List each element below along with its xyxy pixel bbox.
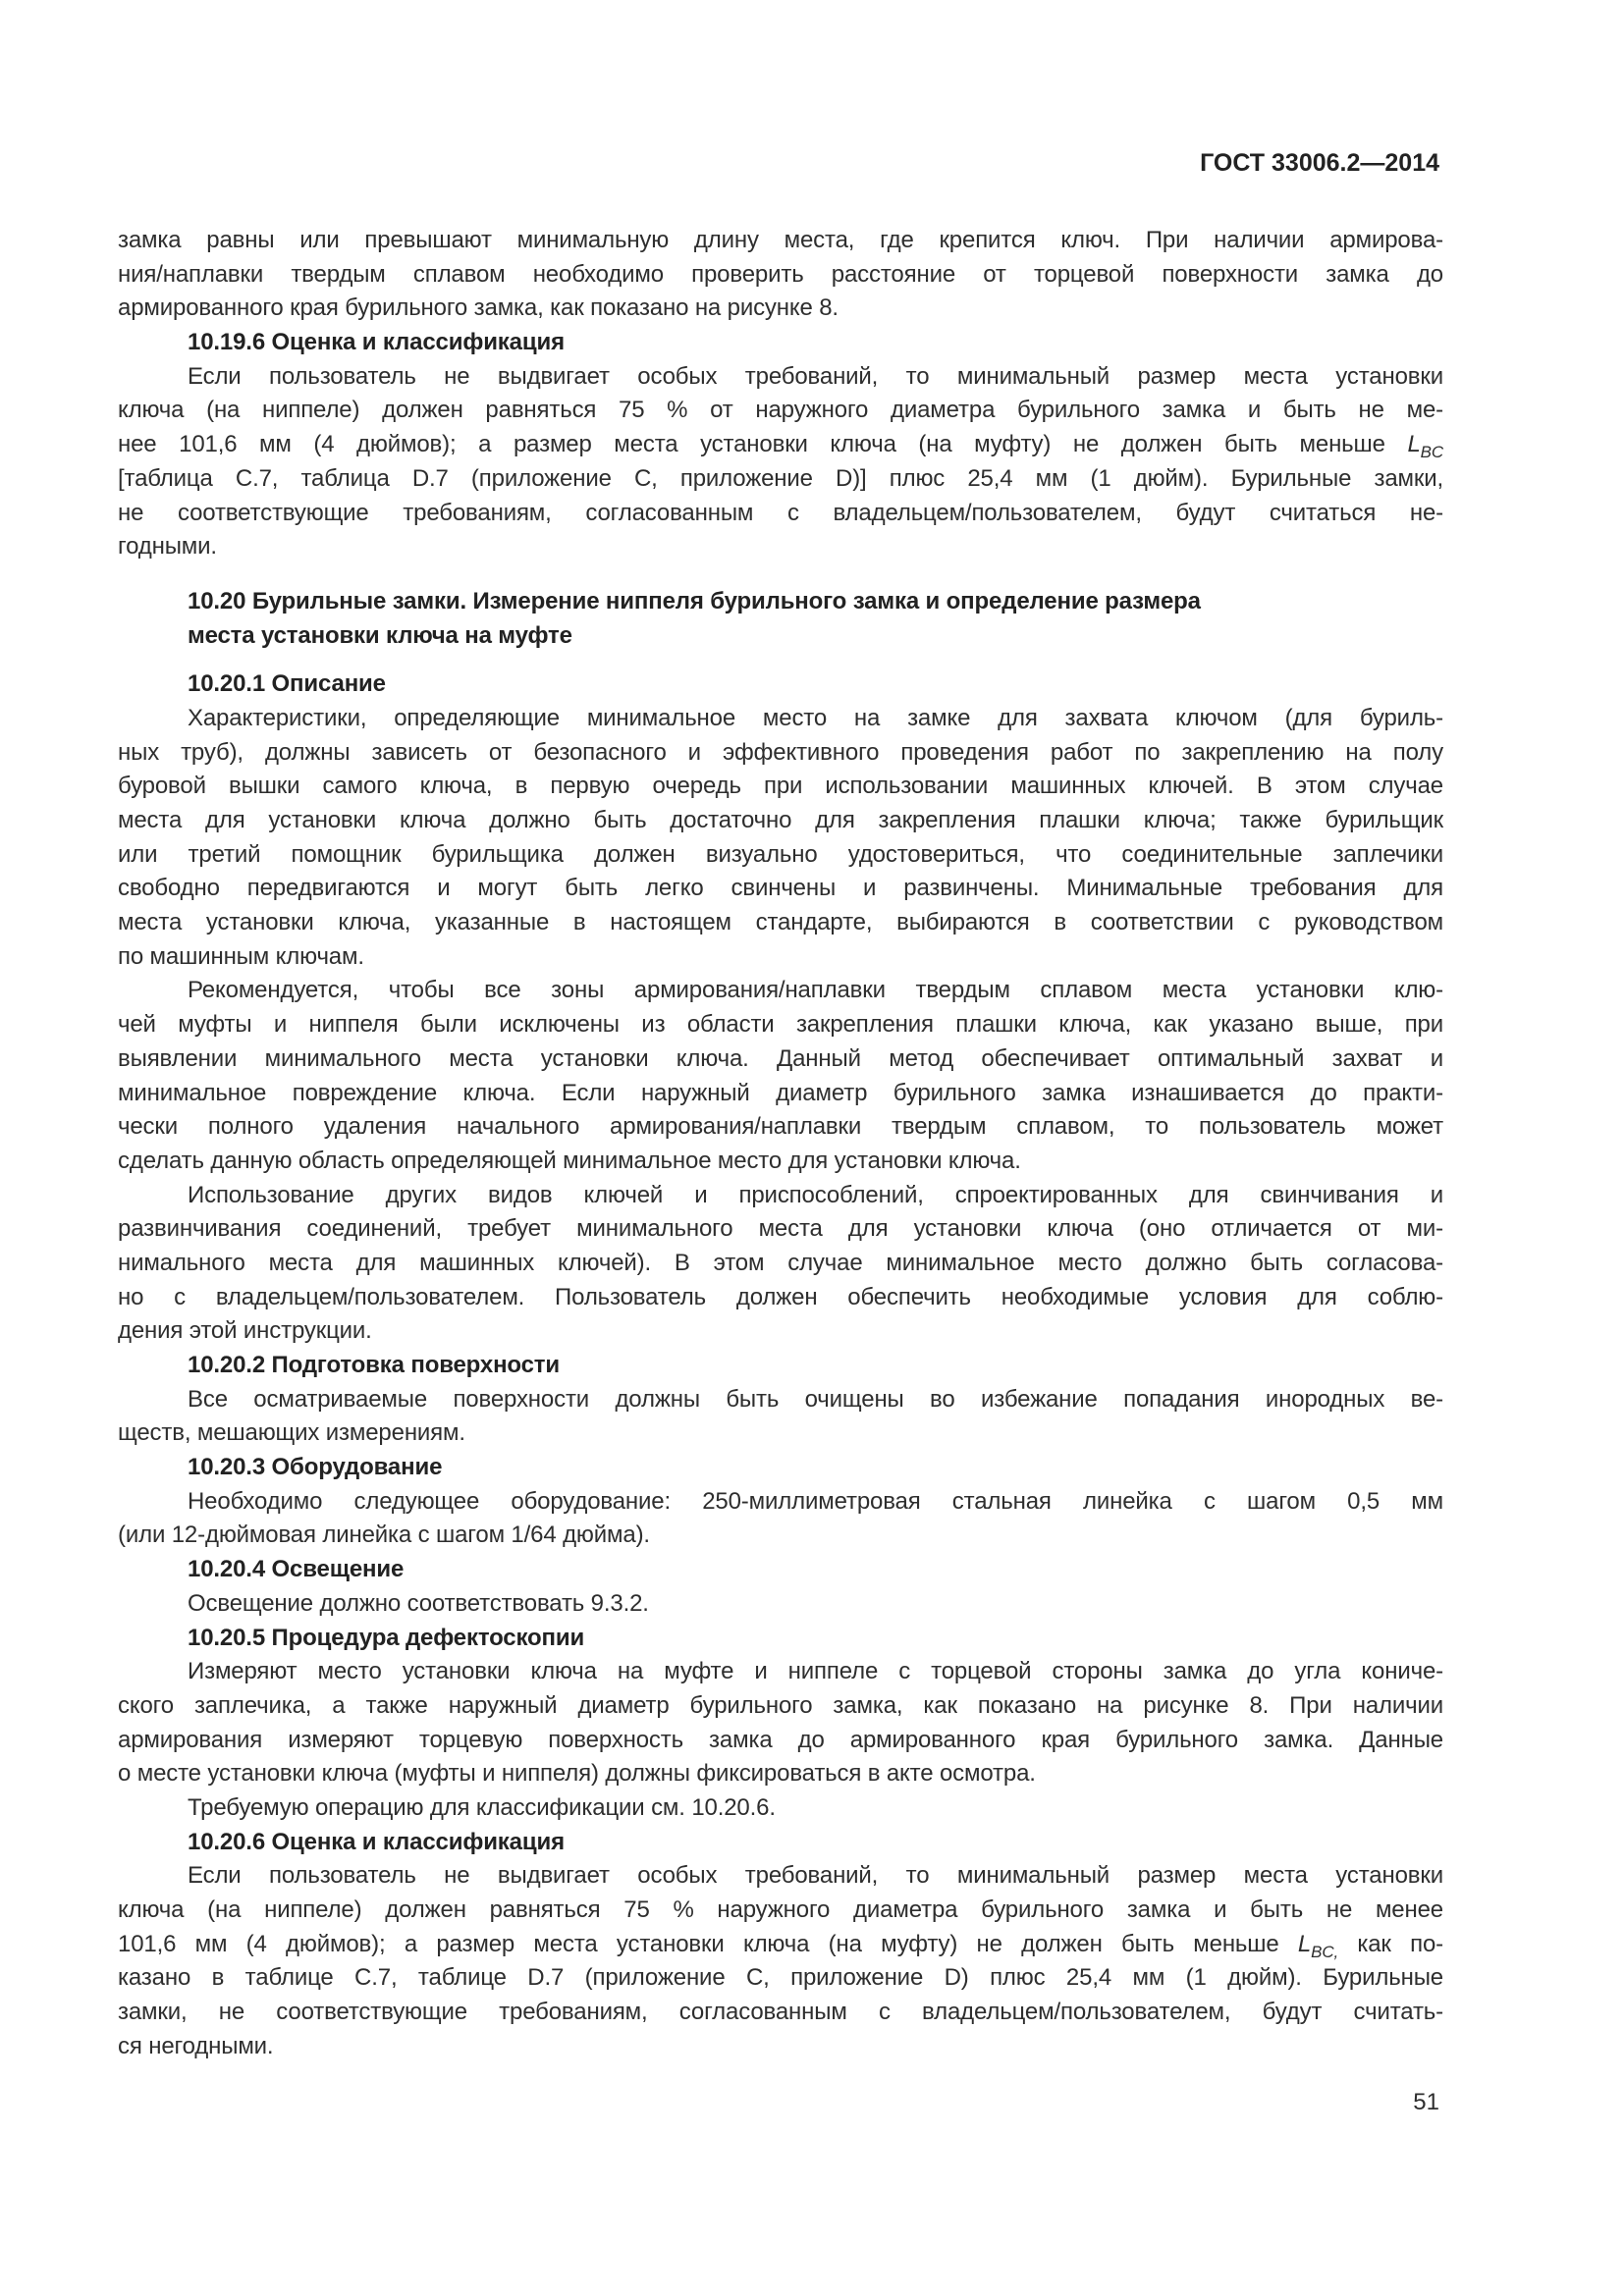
heading-line: 10.20.6 Оценка и классификация — [188, 1828, 565, 1855]
paragraph — [118, 360, 1443, 564]
heading-line: 10.19.6 Оценка и классификация — [188, 329, 565, 356]
document-body — [118, 224, 1443, 2063]
text-line: ключа (на ниппеле) должен равняться 75 % наружного диаметра бурильного замка и быть не менее — [118, 1896, 1443, 1923]
heading-line: 10.20 Бурильные замки. Измерение ниппеля бурильного замка и определение размера — [188, 587, 1201, 614]
text-line: о месте установки ключа (муфты и ниппеля) должны фиксироваться в акте осмотра. — [118, 1760, 1036, 1788]
text-line: Характеристики, определяющие минимальное место на замке для захвата ключом (для буриль- — [188, 704, 1443, 731]
section-heading — [118, 667, 1443, 702]
section-heading — [118, 1622, 1443, 1656]
paragraph — [118, 702, 1443, 975]
text-line: ществ, мешающих измерениям. — [118, 1419, 465, 1447]
text-line: Все осматриваемые поверхности должны быть очищены во избежание попадания инородных ве- — [188, 1385, 1443, 1413]
text-line: Использование других видов ключей и приспособлений, спроектированных для свинчивания и — [188, 1181, 1443, 1208]
paragraph — [118, 1655, 1443, 1791]
heading-line: 10.20.3 Оборудование — [188, 1454, 443, 1481]
text-line: замка равны или превышают минимальную длину места, где крепится ключ. При наличии армирова- — [118, 227, 1443, 253]
text-line: [таблица C.7, таблица D.7 (приложение C, приложение D)] плюс 25,4 мм (1 дюйм). Бурильные замки, — [118, 464, 1443, 492]
text-line: развинчивания соединений, требует минимального места для установки ключа (оно отличается от ми- — [118, 1215, 1443, 1243]
section-heading — [118, 1349, 1443, 1383]
text-line: армированного края бурильного замка, как показано на рисунке 8. — [118, 294, 839, 322]
text-line: Рекомендуется, чтобы все зоны армирования/наплавки твердым сплавом места установки клю- — [188, 977, 1443, 1004]
text-line: ключа (на ниппеле) должен равняться 75 % от наружного диаметра бурильного замка и быть не ме- — [118, 397, 1443, 424]
paragraph — [118, 1791, 1443, 1826]
text-segment: как по- — [1338, 1930, 1443, 1957]
heading-line: 10.20.5 Процедура дефектоскопии — [188, 1624, 585, 1651]
text-line: буровой вышки самого ключа, в первую очередь при использовании машинных ключей. В этом случае — [118, 773, 1443, 800]
page-number: 51 — [1413, 2089, 1439, 2115]
variable-symbol — [1407, 431, 1443, 462]
text-segment: нее 101,6 мм (4 дюймов); а размер места установки ключа (на муфту) не должен быть меньше — [118, 431, 1408, 458]
paragraph — [118, 1485, 1443, 1553]
variable-letter: L — [1297, 1930, 1312, 1957]
text-line: нимального места для машинных ключей). В этом случае минимальное место должно быть согласова- — [118, 1249, 1443, 1276]
text-line: армирования измеряют торцевую поверхность замка до армированного края бурильного замка. Данные — [118, 1726, 1443, 1753]
text-line: чески полного удаления начального армирования/наплавки твердым сплавом, то пользователь может — [118, 1113, 1443, 1141]
text-line: места установки ключа, указанные в настоящем стандарте, выбираются в соответствии с руководством — [118, 909, 1443, 936]
document-header: ГОСТ 33006.2—2014 — [1200, 149, 1439, 177]
text-line: дения этой инструкции. — [118, 1317, 372, 1345]
variable-subscript: BC, — [1311, 1942, 1339, 1961]
section-heading — [118, 326, 1443, 360]
text-line: казано в таблице C.7, таблице D.7 (приложение C, приложение D) плюс 25,4 мм (1 дюйм). Бурильные — [118, 1964, 1443, 1992]
section-heading — [118, 1826, 1443, 1860]
text-line: не соответствующие требованиям, согласованным с владельцем/пользователем, будут считаться не- — [118, 499, 1443, 526]
text-line: или третий помощник бурильщика должен визуально удостовериться, что соединительные заплечики — [118, 840, 1443, 868]
variable-letter: L — [1407, 431, 1421, 458]
heading-line: места установки ключа на муфте — [188, 621, 572, 649]
text-line: ния/наплавки твердым сплавом необходимо проверить расстояние от торцевой поверхности замка до — [118, 260, 1443, 288]
text-line: (или 12-дюймовая линейка с шагом 1/64 дюйма). — [118, 1522, 650, 1549]
text-line: ных труб), должны зависеть от безопасного и эффективного проведения работ по закреплению на полу — [118, 738, 1443, 766]
text-segment: 101,6 мм (4 дюймов); а размер места установки ключа (на муфту) не должен быть меньше — [118, 1930, 1298, 1957]
text-line: Необходимо следующее оборудование: 250-миллиметровая стальная линейка с шагом 0,5 мм — [188, 1487, 1443, 1515]
text-line: свободно передвигаются и могут быть легко свинчены и развинчены. Минимальные требования для — [118, 875, 1443, 902]
paragraph — [118, 1179, 1443, 1349]
text-line: Измеряют место установки ключа на муфте и ниппеле с торцевой стороны замка до угла кониче- — [188, 1658, 1443, 1685]
variable-subscript: BC — [1420, 443, 1443, 462]
text-line: Требуемую операцию для классификации см. 10.20.6. — [188, 1793, 776, 1821]
text-line: выявлении минимального места установки ключа. Данный метод обеспечивает оптимальный захват и — [118, 1044, 1443, 1072]
text-line: Если пользователь не выдвигает особых требований, то минимальный размер места установки — [188, 1862, 1443, 1890]
heading-line: 10.20.2 Подготовка поверхности — [188, 1352, 561, 1378]
paragraph — [118, 1587, 1443, 1622]
text-line — [118, 1928, 1443, 1962]
text-line: сделать данную область определяющей минимальное место для установки ключа. — [118, 1147, 1021, 1174]
text-line: годными. — [118, 533, 217, 561]
heading-line: 10.20.4 Освещение — [188, 1556, 405, 1583]
text-line: ского заплечика, а также наружный диаметр бурильного замка, как показано на рисунке 8. При наличии — [118, 1691, 1443, 1719]
text-line: по машинным ключам. — [118, 942, 364, 970]
text-line: чей муфты и ниппеля были исключены из области закрепления плашки ключа, как указано выше, при — [118, 1011, 1443, 1039]
section-heading — [118, 1451, 1443, 1485]
text-line: ся негодными. — [118, 2032, 274, 2059]
heading-line: 10.20.1 Описание — [188, 670, 386, 698]
text-line: но с владельцем/пользователем. Пользователь должен обеспечить необходимые условия для соблю- — [118, 1283, 1443, 1310]
paragraph — [118, 974, 1443, 1178]
section-heading — [118, 1553, 1443, 1587]
text-line: минимальное повреждение ключа. Если наружный диаметр бурильного замка изнашивается до практи- — [118, 1079, 1443, 1106]
section-heading — [118, 585, 1443, 653]
text-line: Освещение должно соответствовать 9.3.2. — [188, 1589, 649, 1617]
paragraph — [118, 1383, 1443, 1451]
text-line: замки, не соответствующие требованиям, согласованным с владельцем/пользователем, будут считать- — [118, 1999, 1443, 2026]
paragraph — [118, 1859, 1443, 2063]
text-line: места для установки ключа должно быть достаточно для закрепления плашки ключа; также бурильщик — [118, 807, 1443, 833]
paragraph — [118, 224, 1443, 326]
variable-symbol — [1297, 1930, 1339, 1961]
text-line — [118, 428, 1443, 462]
text-line: Если пользователь не выдвигает особых требований, то минимальный размер места установки — [188, 362, 1443, 390]
